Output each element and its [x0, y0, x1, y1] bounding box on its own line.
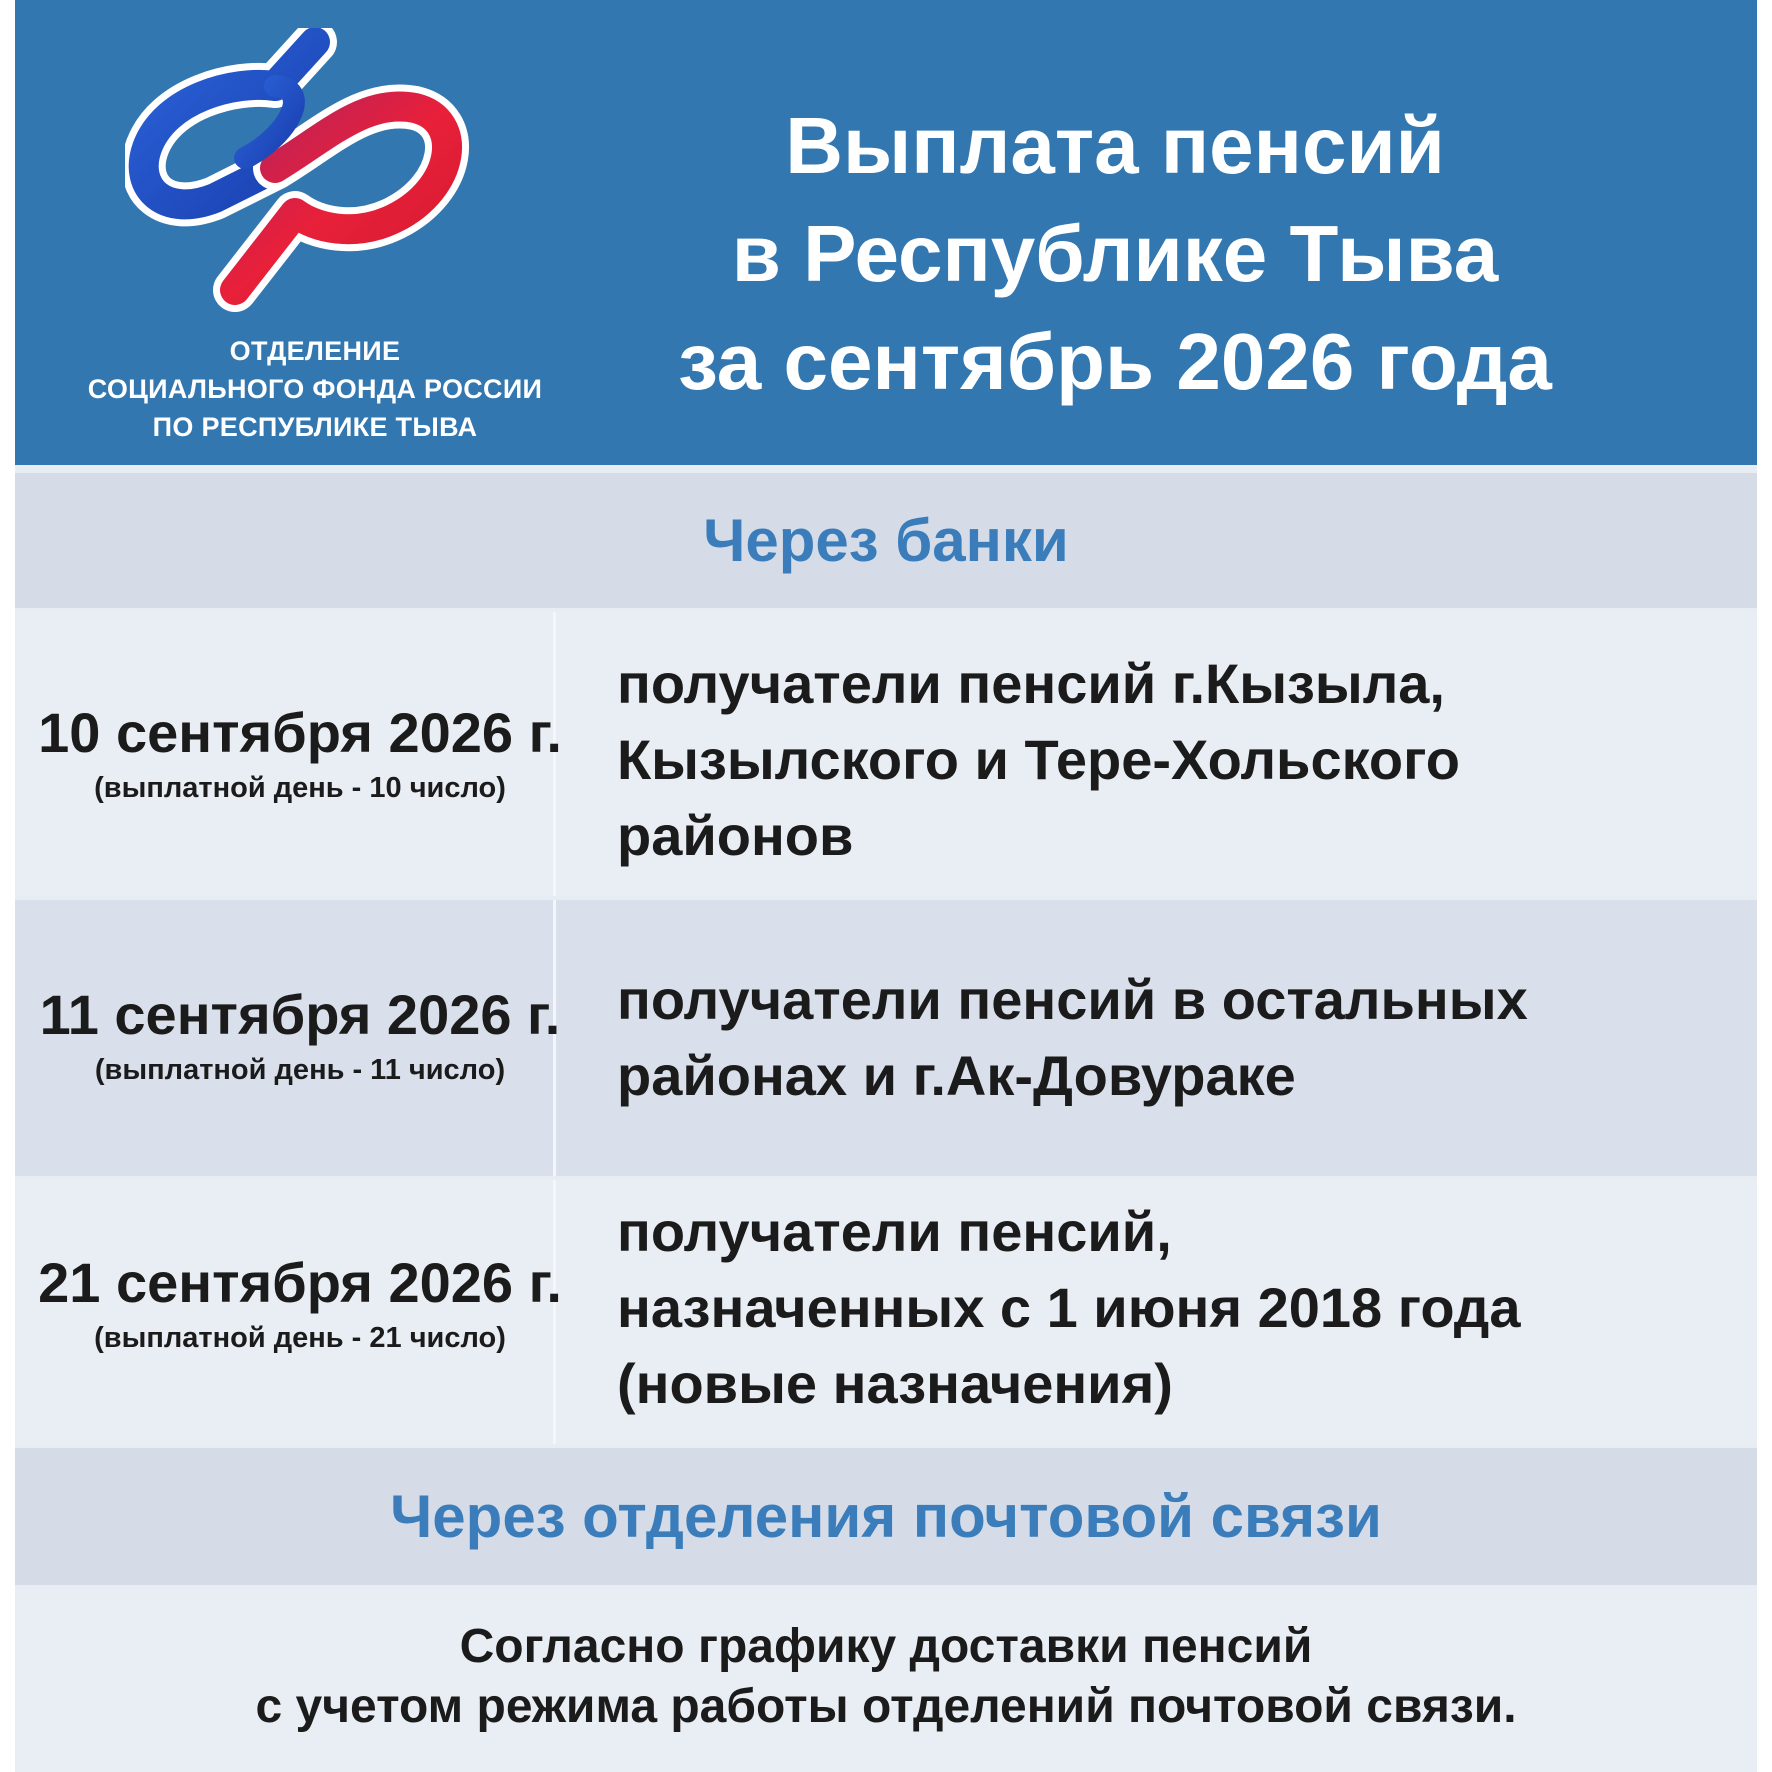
- title-line: в Республике Тыва: [731, 209, 1499, 298]
- desc-line: получатели пенсий г.Кызыла,: [617, 652, 1445, 715]
- desc-line: районов: [617, 804, 854, 867]
- desc-line: получатели пенсий,: [617, 1200, 1172, 1263]
- org-line: ОТДЕЛЕНИЕ: [229, 336, 401, 366]
- desc-line: Кызылского и Тере-Хольского: [617, 728, 1460, 791]
- title-line: Выплата пенсий: [785, 101, 1445, 190]
- schedule-row: [15, 900, 1757, 1176]
- poster: [15, 0, 1757, 1772]
- payment-date: 10 сентября 2026 г.: [38, 701, 562, 764]
- payment-day-note: (выплатной день - 10 число): [94, 772, 506, 804]
- org-line: ПО РЕСПУБЛИКЕ ТЫВА: [152, 412, 478, 442]
- title-line: за сентябрь 2026 года: [678, 317, 1552, 406]
- desc-line: получатели пенсий в остальных: [617, 968, 1528, 1031]
- post-schedule-note: [15, 1589, 1757, 1772]
- date-cell: [15, 1250, 585, 1360]
- desc-line: (новые назначения): [617, 1352, 1173, 1415]
- page-title: [605, 92, 1625, 416]
- section-heading-post: Через отделения почтовой связи: [15, 1448, 1757, 1585]
- note-line: Согласно графику доставки пенсий: [459, 1620, 1313, 1673]
- desc-line: районах и г.Ак-Довураке: [617, 1044, 1296, 1107]
- payment-date: 11 сентября 2026 г.: [39, 983, 561, 1046]
- org-line: СОЦИАЛЬНОГО ФОНДА РОССИИ: [87, 374, 543, 404]
- recipients-description: [617, 1194, 1737, 1422]
- recipients-description: [617, 646, 1737, 874]
- date-cell: [15, 700, 585, 810]
- section-heading-banks: Через банки: [15, 473, 1757, 608]
- header-banner: [15, 0, 1757, 465]
- schedule-row: [15, 1180, 1757, 1444]
- payment-date: 21 сентября 2026 г.: [38, 1251, 562, 1314]
- date-cell: [15, 982, 585, 1092]
- org-name: [15, 332, 615, 446]
- schedule-row: [15, 612, 1757, 896]
- payment-day-note: (выплатной день - 11 число): [94, 1054, 506, 1086]
- desc-line: назначенных с 1 июня 2018 года: [617, 1276, 1521, 1339]
- payment-day-note: (выплатной день - 21 число): [94, 1322, 506, 1354]
- note-line: с учетом режима работы отделений почтовой связи.: [255, 1680, 1517, 1733]
- recipients-description: [617, 962, 1737, 1114]
- sfr-logo-icon: [125, 28, 485, 328]
